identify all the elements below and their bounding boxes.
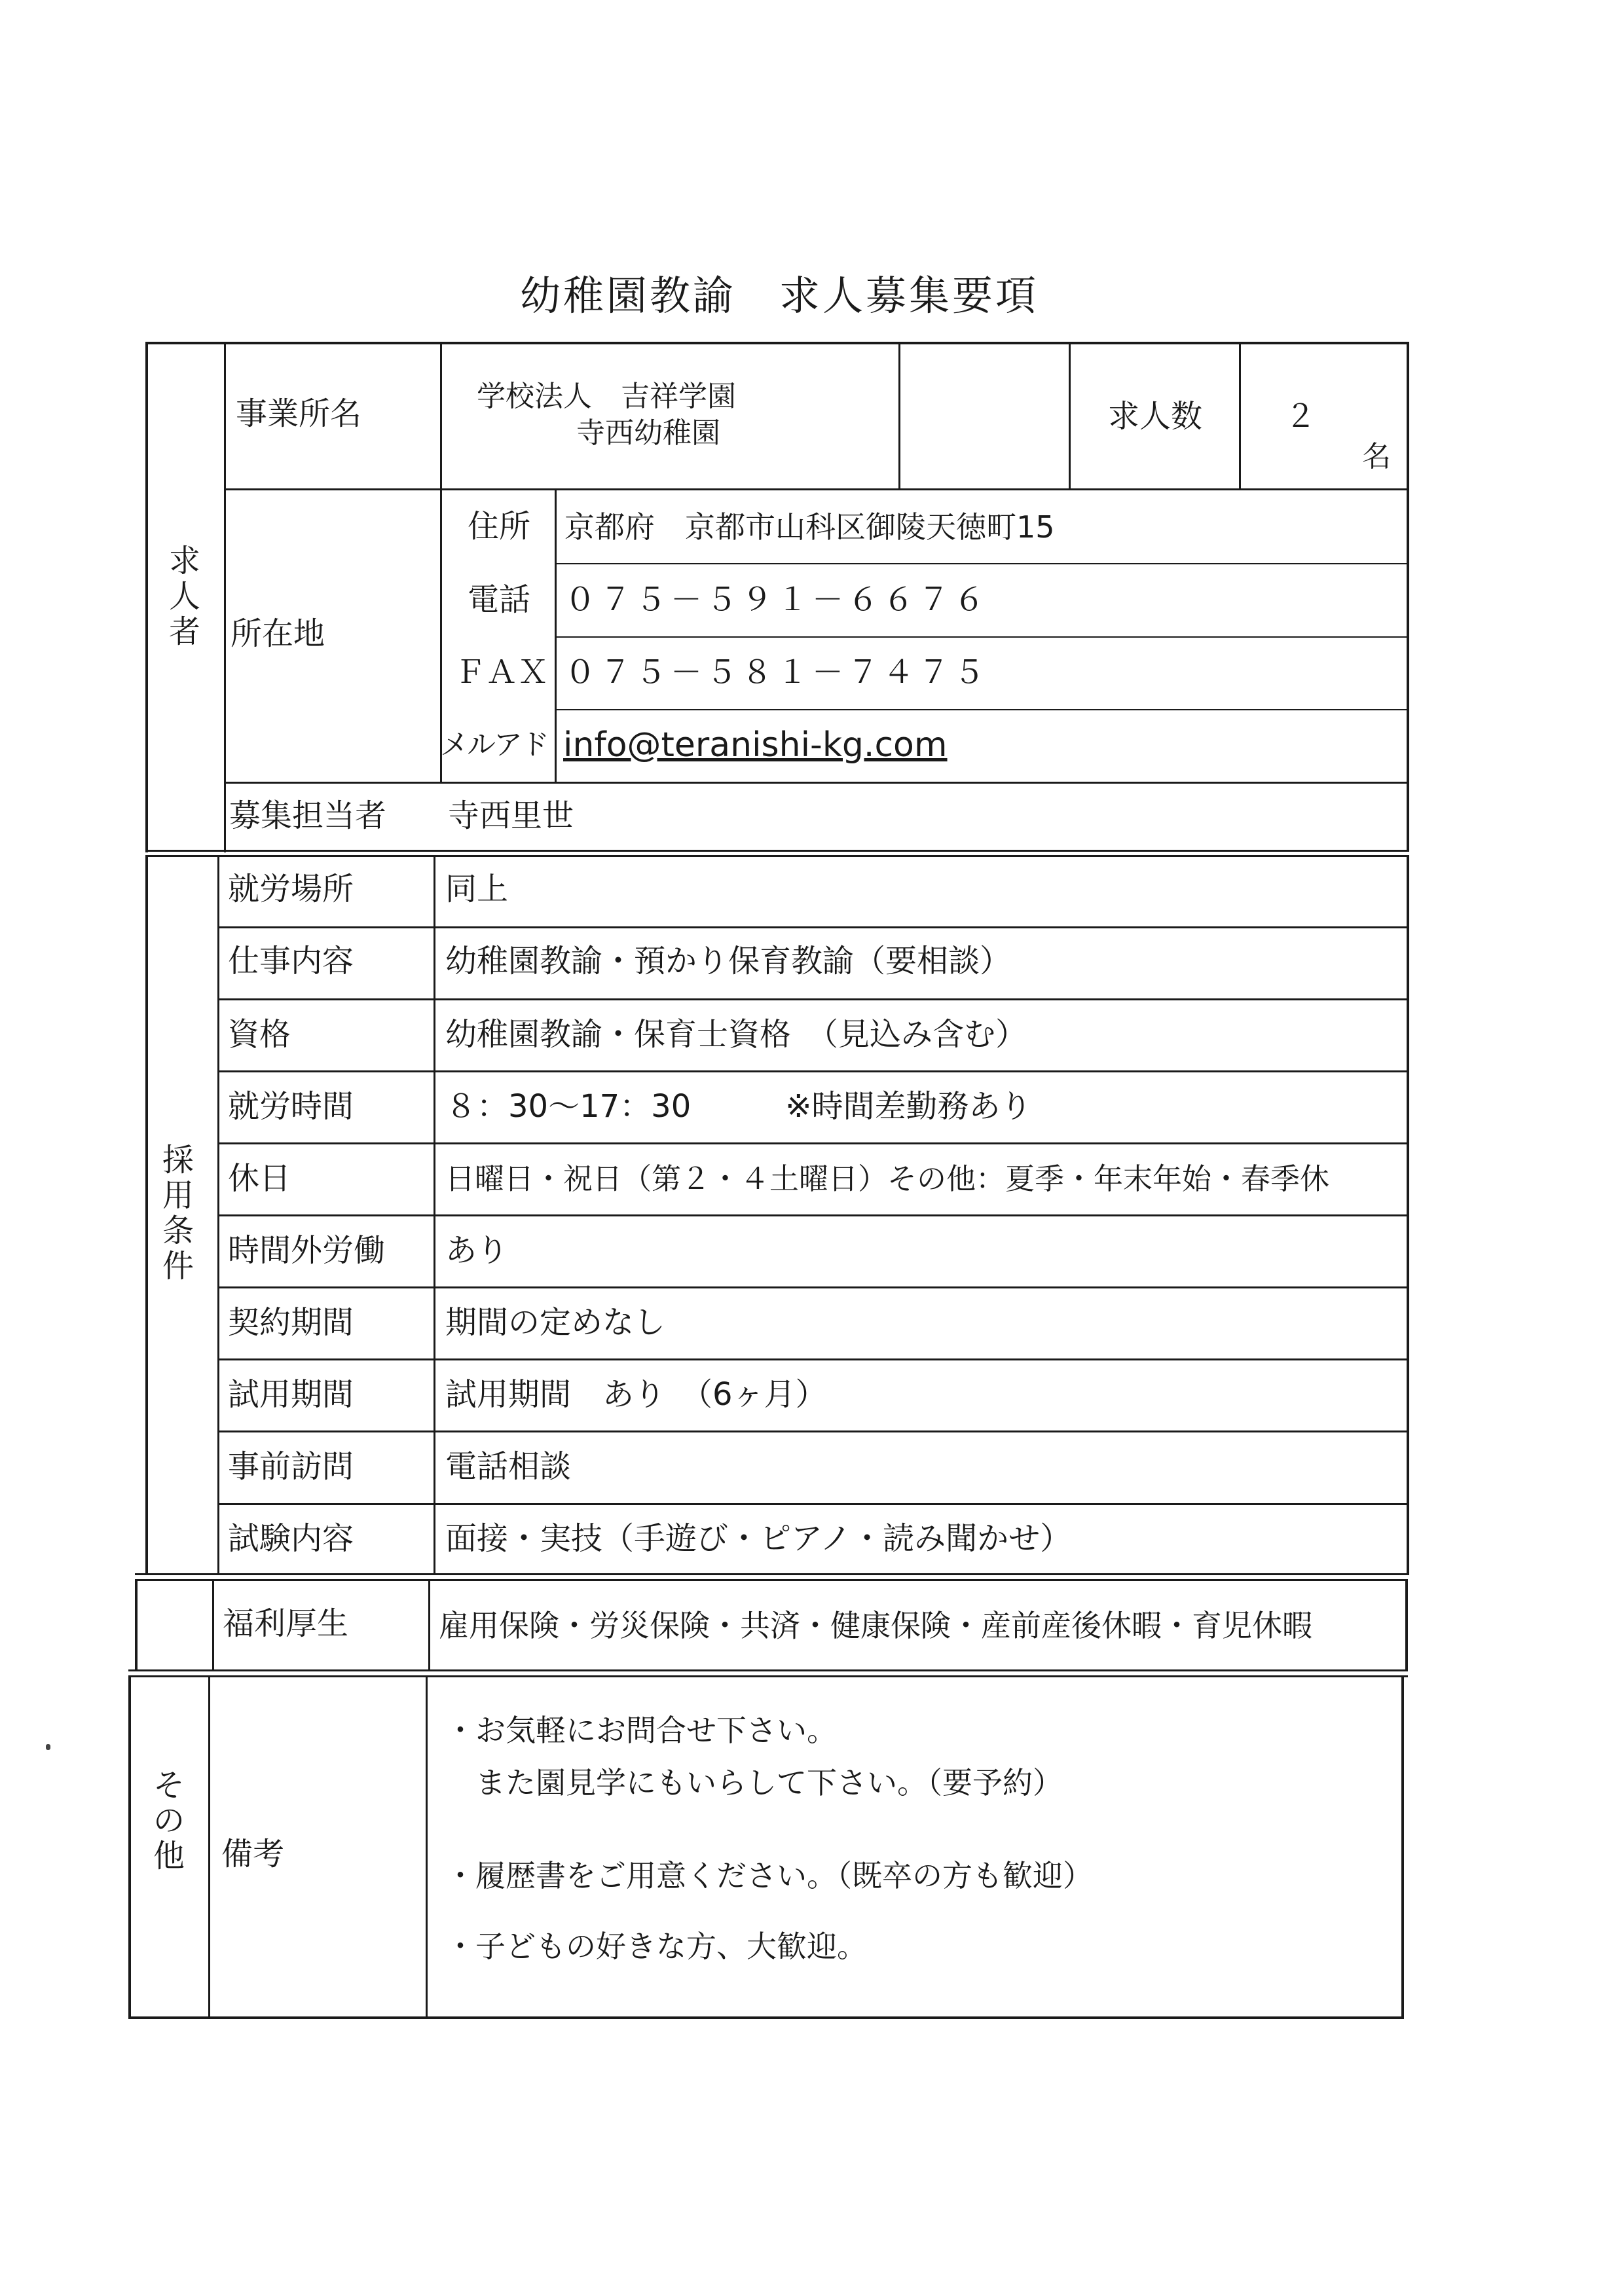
- condition-value: 試用期間 あり （6ヶ月）: [445, 1376, 827, 1413]
- openings-unit: 名: [1362, 440, 1391, 473]
- condition-label: 仕事内容: [228, 943, 354, 979]
- remarks-label: 備考: [221, 1836, 285, 1872]
- welfare-label: 福利厚生: [223, 1605, 349, 1642]
- condition-label: 契約期間: [228, 1304, 354, 1341]
- office-label: 事業所名: [236, 395, 362, 432]
- fax-label: ＦＡＸ: [454, 654, 549, 691]
- condition-label: 試験内容: [228, 1520, 354, 1557]
- remarks-line: ・履歴書をご用意ください。（既卒の方も歓迎）: [445, 1858, 1093, 1893]
- section-label-other: そ の 他: [153, 1767, 185, 1874]
- condition-label: 休日: [228, 1160, 291, 1197]
- email-link[interactable]: info@teranishi-kg.com: [563, 725, 948, 765]
- contact-label: 募集担当者: [229, 797, 387, 834]
- location-label: 所在地: [231, 615, 325, 652]
- office-name-line1: 学校法人 吉祥学園: [477, 380, 736, 413]
- page-title: 幼稚園教諭 求人募集要項: [519, 272, 1039, 319]
- address-value: 京都府 京都市山科区御陵天徳町15: [564, 509, 1055, 545]
- contact-value: 寺西里世: [448, 797, 574, 834]
- condition-value: 日曜日・祝日（第２・４土曜日）その他：夏季・年末年始・春季休: [445, 1161, 1330, 1196]
- phone-value: ０７５－５９１－６６７６: [564, 581, 989, 618]
- address-label: 住所: [468, 508, 531, 545]
- condition-value: 同上: [445, 871, 509, 907]
- fax-value: ０７５－５８１－７４７５: [564, 654, 989, 691]
- condition-value: 幼稚園教諭・預かり保育教諭（要相談）: [445, 943, 1012, 979]
- phone-label: 電話: [468, 581, 531, 618]
- condition-label: 就労場所: [228, 871, 354, 907]
- welfare-value: 雇用保険・労災保険・共済・健康保険・産前産後休暇・育児休暇: [439, 1608, 1312, 1643]
- email-label: メルアド: [440, 728, 547, 761]
- condition-label: 試用期間: [228, 1376, 354, 1413]
- condition-value: 期間の定めなし: [445, 1304, 666, 1341]
- office-name-line2: 寺西幼稚園: [576, 416, 720, 450]
- section-label-conditions: 採 用 条 件: [162, 1142, 194, 1285]
- condition-value: あり: [445, 1232, 509, 1269]
- openings-value: ２: [1285, 398, 1317, 435]
- openings-label: 求人数: [1108, 398, 1203, 435]
- remarks-line: また園見学にもいらして下さい。（要予約）: [445, 1765, 1063, 1800]
- condition-value: ８：30～17：30 ※時間差勤務あり: [445, 1088, 1032, 1125]
- condition-label: 時間外労働: [228, 1232, 386, 1269]
- condition-label: 資格: [228, 1016, 291, 1053]
- remarks-line: ・子どもの好きな方、大歓迎。: [445, 1929, 867, 1964]
- condition-label: 就労時間: [228, 1088, 354, 1125]
- condition-value: 電話相談: [445, 1448, 572, 1485]
- condition-value: 面接・実技（手遊び・ピアノ・読み聞かせ）: [445, 1520, 1072, 1557]
- remarks-line: ・お気軽にお問合せ下さい。: [445, 1713, 837, 1748]
- scan-speck: [46, 1744, 50, 1750]
- condition-label: 事前訪問: [228, 1448, 354, 1485]
- condition-value: 幼稚園教諭・保育士資格 （見込み含む）: [445, 1016, 1027, 1053]
- section-label-employer: 求 人 者: [168, 543, 200, 650]
